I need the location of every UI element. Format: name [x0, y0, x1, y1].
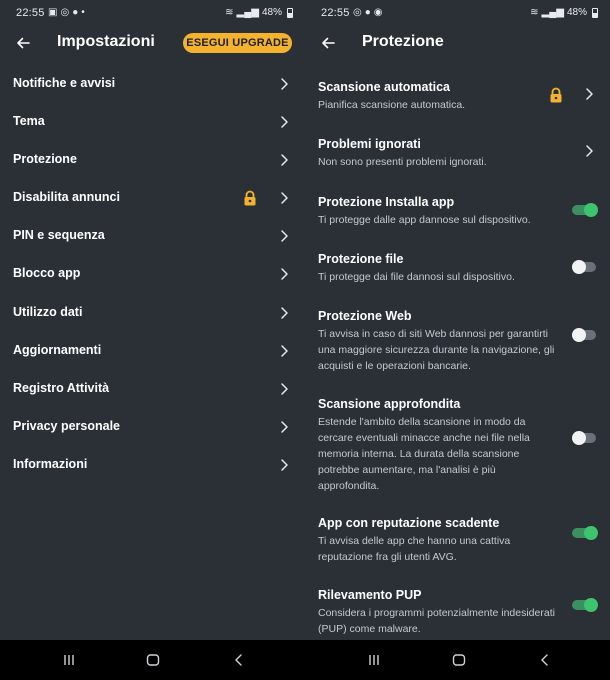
recents-button[interactable]: [363, 650, 385, 670]
menu-item-blocco-app[interactable]: [0, 256, 305, 292]
setting-title: Scansione approfondita: [318, 397, 461, 411]
chevron-wrapper: [279, 382, 289, 396]
menu-item-protezione[interactable]: [0, 142, 305, 178]
app-icon: ◉: [373, 7, 383, 18]
lock-icon-wrapper: [243, 190, 257, 206]
system-icons: [530, 7, 598, 18]
chevron-right-icon: [584, 87, 594, 101]
chevron-wrapper: [279, 458, 289, 472]
chevron-wrapper: [584, 87, 594, 101]
menu-item-label: Blocco app: [13, 266, 81, 280]
home-button[interactable]: [142, 650, 164, 670]
chevron-wrapper: [279, 229, 289, 243]
status-bar: [0, 0, 305, 26]
setting-description: Ti protegge dalle app dannose sul dispositivo.: [318, 214, 531, 226]
setting-description: Non sono presenti problemi ignorati.: [318, 156, 487, 168]
battery-level: 48%: [566, 7, 587, 18]
setting-description: Estende l'ambito della scansione in modo da cercare eventuali minacce anche nei file nella memoria interna. La durata della scansione potrebbe aumentare, ma l'analisi è più approfondita.: [318, 416, 530, 492]
chevron-right-icon: [279, 382, 289, 396]
app-header: [0, 28, 305, 58]
menu-item-aggiornamenti[interactable]: [0, 333, 305, 369]
menu-item-label: Disabilita annunci: [13, 190, 120, 204]
app-header: [305, 28, 610, 58]
battery-icon: [592, 8, 598, 18]
nav-back-icon: [537, 652, 553, 668]
status-time: 22:55: [321, 7, 350, 19]
toggle-knob: [572, 328, 586, 342]
setting-title: Protezione Web: [318, 309, 412, 323]
menu-item-notifiche-e-avvisi[interactable]: [0, 66, 305, 102]
chevron-wrapper: [279, 306, 289, 320]
chevron-right-icon: [279, 77, 289, 91]
battery-level: 48%: [261, 7, 282, 18]
system-icons: [225, 7, 293, 18]
navigation-bar: [0, 640, 305, 680]
toggle-switch[interactable]: [572, 260, 598, 274]
lock-icon-wrapper: [549, 87, 563, 103]
chevron-right-icon: [279, 306, 289, 320]
setting-description: Ti protegge dai file dannosi sul dispositivo.: [318, 271, 515, 283]
menu-item-label: PIN e sequenza: [13, 228, 105, 242]
setting-description: Ti avvisa delle app che hanno una cattiva reputazione fra gli utenti AVG.: [318, 535, 511, 563]
gallery-icon: ▣: [48, 7, 58, 18]
navigation-bar: [305, 640, 610, 680]
nav-back-icon: [231, 652, 247, 668]
back-button[interactable]: [315, 30, 341, 56]
recents-icon: [366, 652, 382, 668]
setting-title: Protezione Installa app: [318, 195, 455, 209]
chevron-right-icon: [279, 229, 289, 243]
chevron-right-icon: [279, 191, 289, 205]
menu-item-label: Notifiche e avvisi: [13, 76, 116, 90]
menu-item-pin-e-sequenza[interactable]: [0, 218, 305, 254]
menu-item-utilizzo-dati[interactable]: [0, 295, 305, 331]
chevron-right-icon: [279, 153, 289, 167]
chevron-right-icon: [279, 420, 289, 434]
arrow-left-icon: [15, 35, 31, 51]
menu-item-label: Aggiornamenti: [13, 343, 102, 357]
setting-description: Considera i programmi potenzialmente indesiderati (PUP) come malware.: [318, 607, 555, 635]
signal-icon: ▂▄▆: [236, 7, 259, 18]
menu-item-label: Privacy personale: [13, 419, 121, 433]
menu-item-registro-attivita[interactable]: [0, 371, 305, 407]
lock-icon: [549, 87, 563, 103]
chevron-wrapper: [279, 420, 289, 434]
whatsapp-icon: ◎: [60, 7, 70, 18]
status-bar: [305, 0, 610, 26]
chevron-wrapper: [279, 115, 289, 129]
toggle-knob: [584, 203, 598, 217]
setting-title: Scansione automatica: [318, 80, 450, 94]
nav-back-button[interactable]: [534, 650, 556, 670]
chevron-right-icon: [279, 344, 289, 358]
status-time: 22:55: [16, 7, 45, 19]
recents-icon: [61, 652, 77, 668]
menu-item-disabilita-annunci[interactable]: [0, 180, 305, 216]
menu-item-label: Tema: [13, 114, 45, 128]
toggle-knob: [572, 431, 586, 445]
chevron-right-icon: [279, 115, 289, 129]
whatsapp-icon: ◎: [353, 7, 362, 18]
toggle-knob: [584, 526, 598, 540]
wifi-icon: ≋: [530, 7, 539, 18]
protection-screen: [305, 0, 610, 680]
page-title: Protezione: [362, 33, 444, 50]
toggle-switch[interactable]: [572, 526, 598, 540]
menu-item-label: Informazioni: [13, 457, 88, 471]
chevron-wrapper: [279, 153, 289, 167]
setting-title: App con reputazione scadente: [318, 516, 500, 530]
menu-item-informazioni[interactable]: [0, 447, 305, 483]
toggle-switch[interactable]: [572, 328, 598, 342]
toggle-switch[interactable]: [572, 598, 598, 612]
chevron-right-icon: [584, 144, 594, 158]
notification-icons: [353, 7, 383, 18]
toggle-knob: [572, 260, 586, 274]
chevron-right-icon: [279, 267, 289, 281]
recents-button[interactable]: [58, 650, 80, 670]
signal-icon: ▂▄▆: [541, 7, 564, 18]
setting-description: Pianifica scansione automatica.: [318, 99, 466, 111]
menu-item-label: Protezione: [13, 152, 77, 166]
dot-icon: •: [81, 7, 85, 18]
menu-item-privacy-personale[interactable]: [0, 409, 305, 445]
setting-title: Rilevamento PUP: [318, 588, 422, 602]
wifi-icon: ≋: [225, 7, 234, 18]
home-icon: [451, 652, 467, 668]
toggle-switch[interactable]: [572, 431, 598, 445]
arrow-left-icon: [320, 35, 336, 51]
lock-icon: [243, 190, 257, 206]
chevron-wrapper: [279, 267, 289, 281]
nav-back-button[interactable]: [228, 650, 250, 670]
chevron-right-icon: [279, 458, 289, 472]
notification-icons: [48, 7, 85, 18]
chevron-wrapper: [279, 191, 289, 205]
setting-description: Ti avvisa in caso di siti Web dannosi per garantirti una maggiore sicurezza durante la navigazione, gli acquisti e le operazioni bancarie.: [318, 328, 555, 372]
account-icon: ●: [72, 7, 79, 18]
menu-item-label: Registro Attività: [13, 381, 110, 395]
menu-item-tema[interactable]: [0, 104, 305, 140]
account-icon: ●: [364, 7, 371, 18]
chevron-wrapper: [584, 144, 594, 158]
setting-title: Problemi ignorati: [318, 137, 421, 151]
back-button[interactable]: [10, 30, 36, 56]
toggle-switch[interactable]: [572, 203, 598, 217]
home-button[interactable]: [448, 650, 470, 670]
page-title: Impostazioni: [57, 33, 155, 50]
menu-item-label: Utilizzo dati: [13, 305, 83, 319]
home-icon: [145, 652, 161, 668]
toggle-knob: [584, 598, 598, 612]
chevron-wrapper: [279, 77, 289, 91]
upgrade-button[interactable]: ESEGUI UPGRADE: [183, 33, 292, 53]
chevron-wrapper: [279, 344, 289, 358]
setting-title: Protezione file: [318, 252, 404, 266]
battery-icon: [287, 8, 293, 18]
